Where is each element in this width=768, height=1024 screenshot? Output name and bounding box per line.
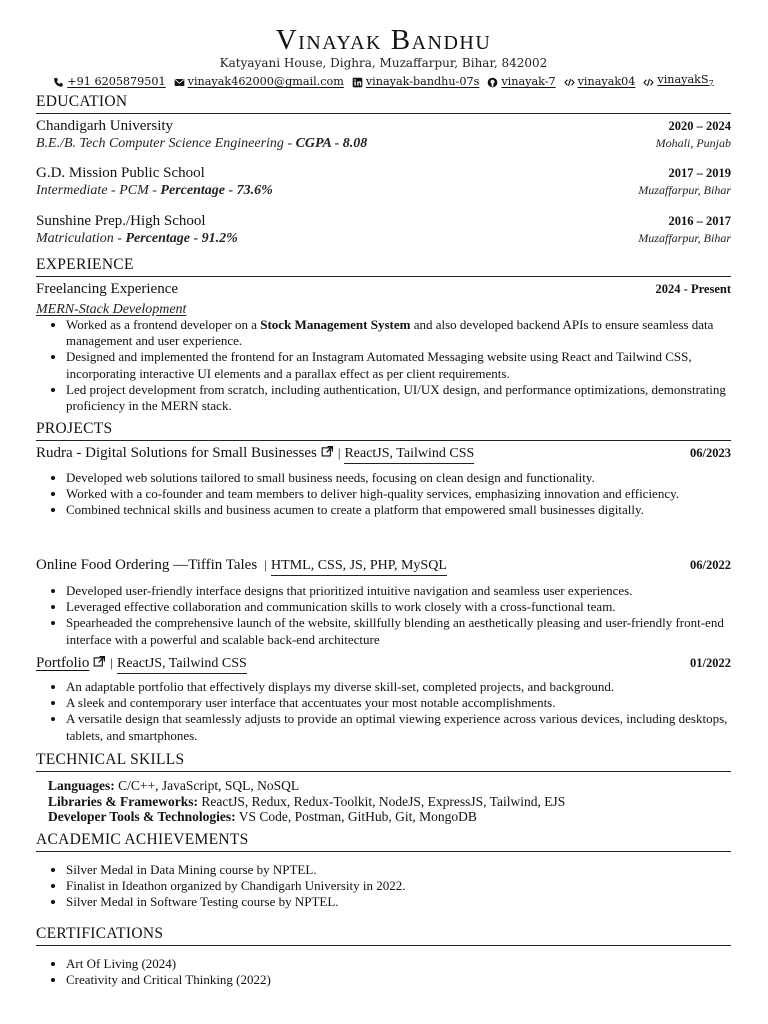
education-location: Mohali, Punjab [655, 136, 731, 150]
resume-page [36, 0, 731, 1024]
degree: Intermediate - PCM - [36, 183, 161, 198]
external-link-icon[interactable] [321, 445, 334, 462]
project-entry [36, 655, 731, 674]
score: Percentage - 73.6% [160, 183, 273, 198]
education-location: Muzaffarpur, Bihar [638, 231, 731, 245]
envelope-icon [174, 77, 185, 88]
project-bullets [54, 679, 743, 744]
list-item: • Worked with a co-founder and team members to deliver high-quality services, emphasizing innovation and efficiency. [66, 486, 743, 502]
list-item: • Silver Medal in Data Mining course by NPTEL. [66, 862, 743, 878]
project-entry [36, 445, 731, 464]
list-item: • Spearheaded the comprehensive launch of the website, skillfully blending an aesthetically pleasing and user-friendly front-end interface with a powerful and scalable back-end architecture [66, 615, 743, 647]
list-item: • Silver Medal in Software Testing course by NPTEL. [66, 894, 743, 910]
score: Percentage - 91.2% [125, 231, 238, 246]
bullet-text: Worked as a frontend developer on a [66, 317, 261, 332]
separator: | [337, 445, 341, 460]
certifications-list [54, 956, 743, 988]
list-item: • Developed web solutions tailored to small business needs, focusing on clean design and functionality. [66, 470, 743, 486]
skill-label: Libraries & Frameworks: [48, 793, 198, 809]
achievements-heading: ACADEMIC ACHIEVEMENTS [36, 831, 731, 852]
address: Katyayani House, Dighra, Muzaffarpur, Bihar, 842002 [219, 56, 548, 70]
achievements-list [54, 862, 743, 911]
skills-list [48, 778, 731, 825]
school-name: Chandigarh University [36, 118, 174, 134]
education-entry [36, 213, 731, 247]
project-title-line [36, 445, 474, 464]
skill-label: Languages: [48, 778, 115, 793]
code-profile-link-1[interactable]: vinayak04 [577, 75, 636, 89]
github-icon [487, 77, 498, 88]
education-dates: 2020 – 2024 [668, 119, 731, 133]
separator: | [110, 655, 113, 670]
degree-line [36, 182, 273, 199]
project-title[interactable]: Portfolio [36, 655, 90, 671]
external-link-icon[interactable] [93, 655, 106, 672]
school-name: G.D. Mission Public School [36, 165, 205, 181]
project-bullets [54, 583, 743, 648]
code-icon [564, 77, 575, 88]
experience-title: Freelancing Experience [36, 281, 179, 297]
list-item: • Designed and implemented the frontend for an Instagram Automated Messaging website using React and Tailwind CSS, incorporating interactive UI elements and a parallax effect as per client requirements. [66, 349, 743, 381]
project-title: Online Food Ordering —Tiffin Tales [36, 557, 258, 573]
project-date: 06/2022 [690, 558, 731, 572]
list-item: • Art Of Living (2024) [66, 956, 743, 972]
list-item: • Developed user-friendly interface designs that prioritized intuitive navigation and seamless user experiences. [66, 583, 743, 599]
experience-bullets [54, 317, 743, 414]
education-location: Muzaffarpur, Bihar [638, 183, 731, 197]
experience-entry [36, 281, 731, 318]
code-icon [643, 77, 654, 88]
code-profile-link-2[interactable] [657, 73, 713, 91]
skill-value: VS Code, Postman, GitHub, Git, MongoDB [235, 809, 477, 824]
education-dates: 2017 – 2019 [668, 166, 731, 180]
list-item [66, 317, 743, 349]
candidate-name: Vinayak Bandhu [275, 24, 492, 56]
email-link[interactable]: vinayak462000@gmail.com [187, 75, 344, 89]
project-bullets [54, 470, 743, 519]
project-entry [36, 557, 731, 576]
project-stack: ReactJS, Tailwind CSS [117, 656, 247, 674]
contact-phone[interactable] [53, 73, 165, 91]
education-entry [36, 165, 731, 199]
degree-line [36, 135, 367, 152]
list-item: • Finalist in Ideathon organized by Chandigarh University in 2022. [66, 878, 743, 894]
contact-email[interactable] [174, 73, 344, 91]
linkedin-link[interactable]: vinayak-bandhu-07s [365, 75, 480, 89]
skill-value: ReactJS, Redux, Redux-Toolkit, NodeJS, ExpressJS, Tailwind, EJS [197, 793, 566, 809]
list-item: • A versatile design that seamlessly adjusts to provide an optimal viewing experience across various devices, including desktops, tablets, and smartphones. [66, 711, 743, 743]
linkedin-icon [352, 77, 363, 88]
experience-dates: 2024 - Present [655, 282, 731, 296]
contact-bar [36, 73, 731, 91]
list-item: • A sleek and contemporary user interface that accentuates your most notable accomplishments. [66, 695, 743, 711]
list-item: • Led project development from scratch, including authentication, UI/UX design, and performance optimizations, demonstrating proficiency in the MERN stack. [66, 382, 743, 414]
contact-linkedin[interactable] [352, 73, 480, 91]
github-link[interactable]: vinayak-7 [501, 75, 556, 89]
skill-row [48, 809, 731, 825]
skills-heading: TECHNICAL SKILLS [36, 751, 731, 772]
skill-value: C/C++, JavaScript, SQL, NoSQL [114, 778, 300, 793]
list-item: • Leveraged effective collaboration and communication skills to work closely with a cross-functional team. [66, 599, 743, 615]
contact-codeprofile-1[interactable] [564, 73, 636, 91]
phone-number[interactable]: +91 6205879501 [67, 75, 166, 89]
project-title-line [36, 557, 447, 576]
contact-github[interactable] [487, 73, 555, 91]
bullet-text: and also developed backend APIs to ensure seamless data management and user experience. [66, 317, 714, 349]
phone-icon [53, 77, 64, 88]
score: CGPA - 8.08 [295, 136, 368, 151]
education-heading: EDUCATION [36, 93, 731, 114]
education-dates: 2016 – 2017 [668, 214, 731, 228]
project-stack: HTML, CSS, JS, PHP, MySQL [271, 558, 447, 576]
project-date: 06/2023 [690, 446, 731, 460]
list-item: • Creativity and Critical Thinking (2022) [66, 972, 743, 988]
code-profile-text: vinayakS [657, 73, 709, 86]
education-entry [36, 118, 731, 152]
experience-role: MERN-Stack Development [36, 302, 187, 317]
project-date: 01/2022 [690, 656, 731, 670]
certifications-heading: CERTIFICATIONS [36, 925, 731, 946]
degree: B.E./B. Tech Computer Science Engineering - [36, 136, 296, 151]
skill-row [48, 778, 731, 794]
school-name: Sunshine Prep./High School [36, 213, 206, 229]
separator: | [261, 557, 268, 572]
degree: Matriculation - [36, 231, 126, 246]
experience-heading: EXPERIENCE [36, 256, 731, 277]
project-title: Rudra - Digital Solutions for Small Businesses [36, 445, 317, 461]
contact-codeprofile-2[interactable] [643, 73, 713, 91]
list-item: • An adaptable portfolio that effectively displays my diverse skill-set, completed projects, and background. [66, 679, 743, 695]
bullet-bold: Stock Management System [260, 317, 411, 332]
project-stack: ReactJS, Tailwind CSS [344, 446, 474, 464]
list-item: • Combined technical skills and business acumen to create a platform that empowered small businesses digitally. [66, 502, 743, 518]
skill-row [48, 794, 731, 810]
code-profile-subscript: 7 [708, 79, 714, 89]
skill-label: Developer Tools & Technologies: [48, 809, 236, 824]
projects-heading: PROJECTS [36, 420, 731, 441]
project-title-line [36, 655, 247, 674]
degree-line [36, 230, 238, 247]
